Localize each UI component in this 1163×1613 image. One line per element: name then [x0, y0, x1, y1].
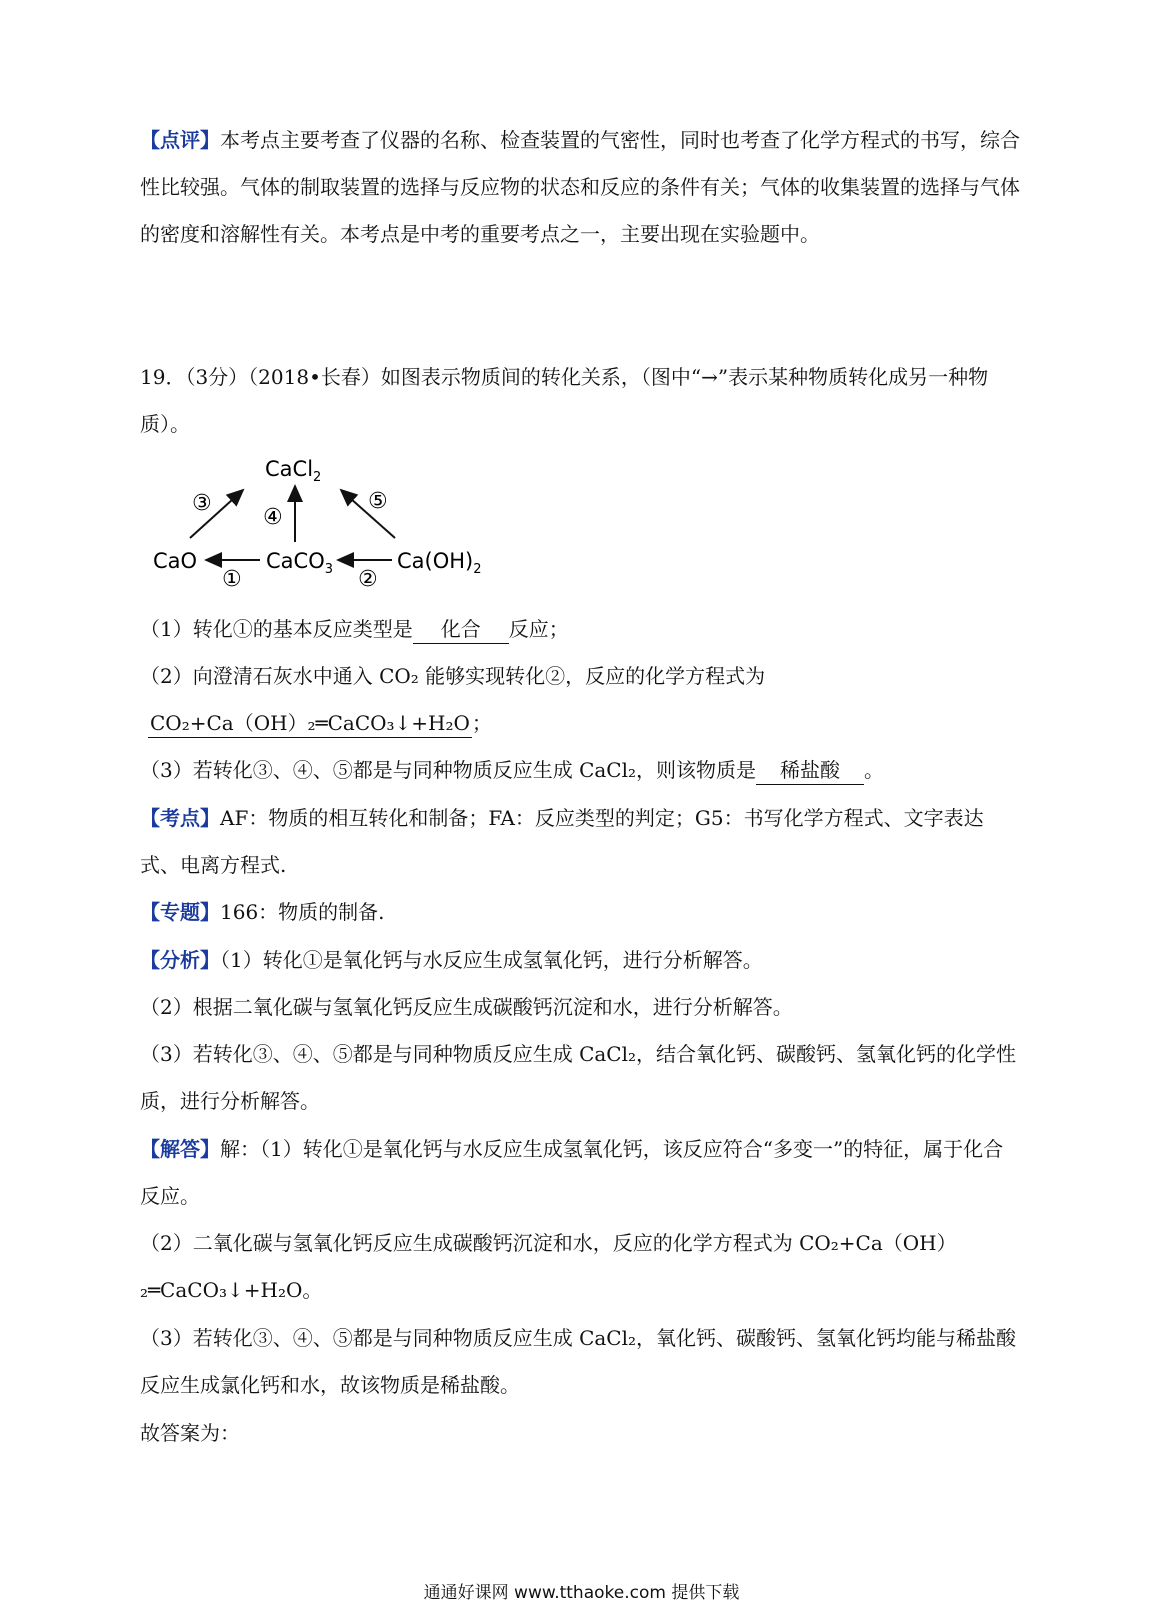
- sub-question-3: （3）若转化③、④、⑤都是与同种物质反应生成 CaCl₂，则该物质是 稀盐酸 。: [140, 747, 1020, 794]
- zhuanti-tag: 【专题】: [140, 900, 220, 924]
- kaodian-tag: 【考点】: [140, 806, 220, 830]
- zhuanti-paragraph: 【专题】166：物质的制备.: [140, 900, 385, 924]
- node-cao: CaO: [153, 549, 198, 573]
- label-2: ②: [358, 567, 378, 592]
- answer-1-blank: 化合: [413, 615, 509, 644]
- sub-question-1: （1）转化①的基本反应类型是 化合 反应；: [140, 606, 1020, 653]
- comment-paragraph: [140, 117, 1020, 258]
- answer-2-blank: CO₂+Ca（OH）₂═CaCO₃↓+H₂O: [148, 709, 472, 738]
- label-4: ④: [263, 505, 283, 530]
- question-stem: 19．（3分）（2018•长春）如图表示物质间的转化关系，（图中“→”表示某种物质转化成另一种物质）。: [140, 365, 989, 436]
- label-5: ⑤: [368, 489, 388, 514]
- page-footer: 通通好课网 www.tthaoke.com 提供下载: [423, 1583, 740, 1603]
- fenxi-line-2: （2）根据二氧化碳与氢氧化钙反应生成碳酸钙沉淀和水，进行分析解答。: [140, 995, 793, 1019]
- conversion-diagram: [140, 450, 500, 600]
- node-caco3: CaCO$_3$: [266, 549, 334, 577]
- kaodian-paragraph: 【考点】AF：物质的相互转化和制备；FA：反应类型的判定；G5：书写化学方程式、文字表达式、电离方程式.: [140, 806, 984, 877]
- label-3: ③: [192, 491, 212, 516]
- comment-tag: 【点评】: [140, 128, 220, 152]
- sub-question-2: （2）向澄清石灰水中通入 CO₂ 能够实现转化②，反应的化学方程式为CO₂+Ca（OH）₂═CaCO₃↓+H₂O ；: [140, 653, 1020, 747]
- label-1: ①: [222, 567, 242, 592]
- jieda-tag: 【解答】: [140, 1137, 220, 1161]
- answer-3-blank: 稀盐酸: [756, 756, 864, 785]
- comment-text: 本考点主要考查了仪器的名称、检查装置的气密性，同时也考查了化学方程式的书写，综合性比较强。气体的制取装置的选择与反应物的状态和反应的条件有关；气体的收集装置的选择与气体的密度和溶解性有关。本考点是中考的重要考点之一，主要出现在实验题中。: [140, 128, 1020, 246]
- node-cacl2: CaCl$_2$: [265, 457, 322, 485]
- jieda-line-3: （3）若转化③、④、⑤都是与同种物质反应生成 CaCl₂，氧化钙、碳酸钙、氢氧化钙均能与稀盐酸反应生成氯化钙和水，故该物质是稀盐酸。: [140, 1326, 1017, 1397]
- conversion-diagram-svg: [140, 450, 500, 600]
- node-caoh2: $Ca(OH)_2$: [397, 549, 482, 577]
- jieda-line-4: 故答案为：: [140, 1421, 240, 1445]
- jieda-line-1: 【解答】解：（1）转化①是氧化钙与水反应生成氢氧化钙，该反应符合“多变一”的特征，属于化合反应。: [140, 1137, 1004, 1208]
- jieda-line-2: （2）二氧化碳与氢氧化钙反应生成碳酸钙沉淀和水，反应的化学方程式为 CO₂+Ca（OH）₂═CaCO₃↓+H₂O。: [140, 1231, 957, 1302]
- fenxi-line-1: 【分析】（1）转化①是氧化钙与水反应生成氢氧化钙，进行分析解答。: [140, 948, 763, 972]
- fenxi-tag: 【分析】: [140, 948, 220, 972]
- fenxi-line-3: （3）若转化③、④、⑤都是与同种物质反应生成 CaCl₂，结合氧化钙、碳酸钙、氢氧化钙的化学性质，进行分析解答。: [140, 1042, 1017, 1113]
